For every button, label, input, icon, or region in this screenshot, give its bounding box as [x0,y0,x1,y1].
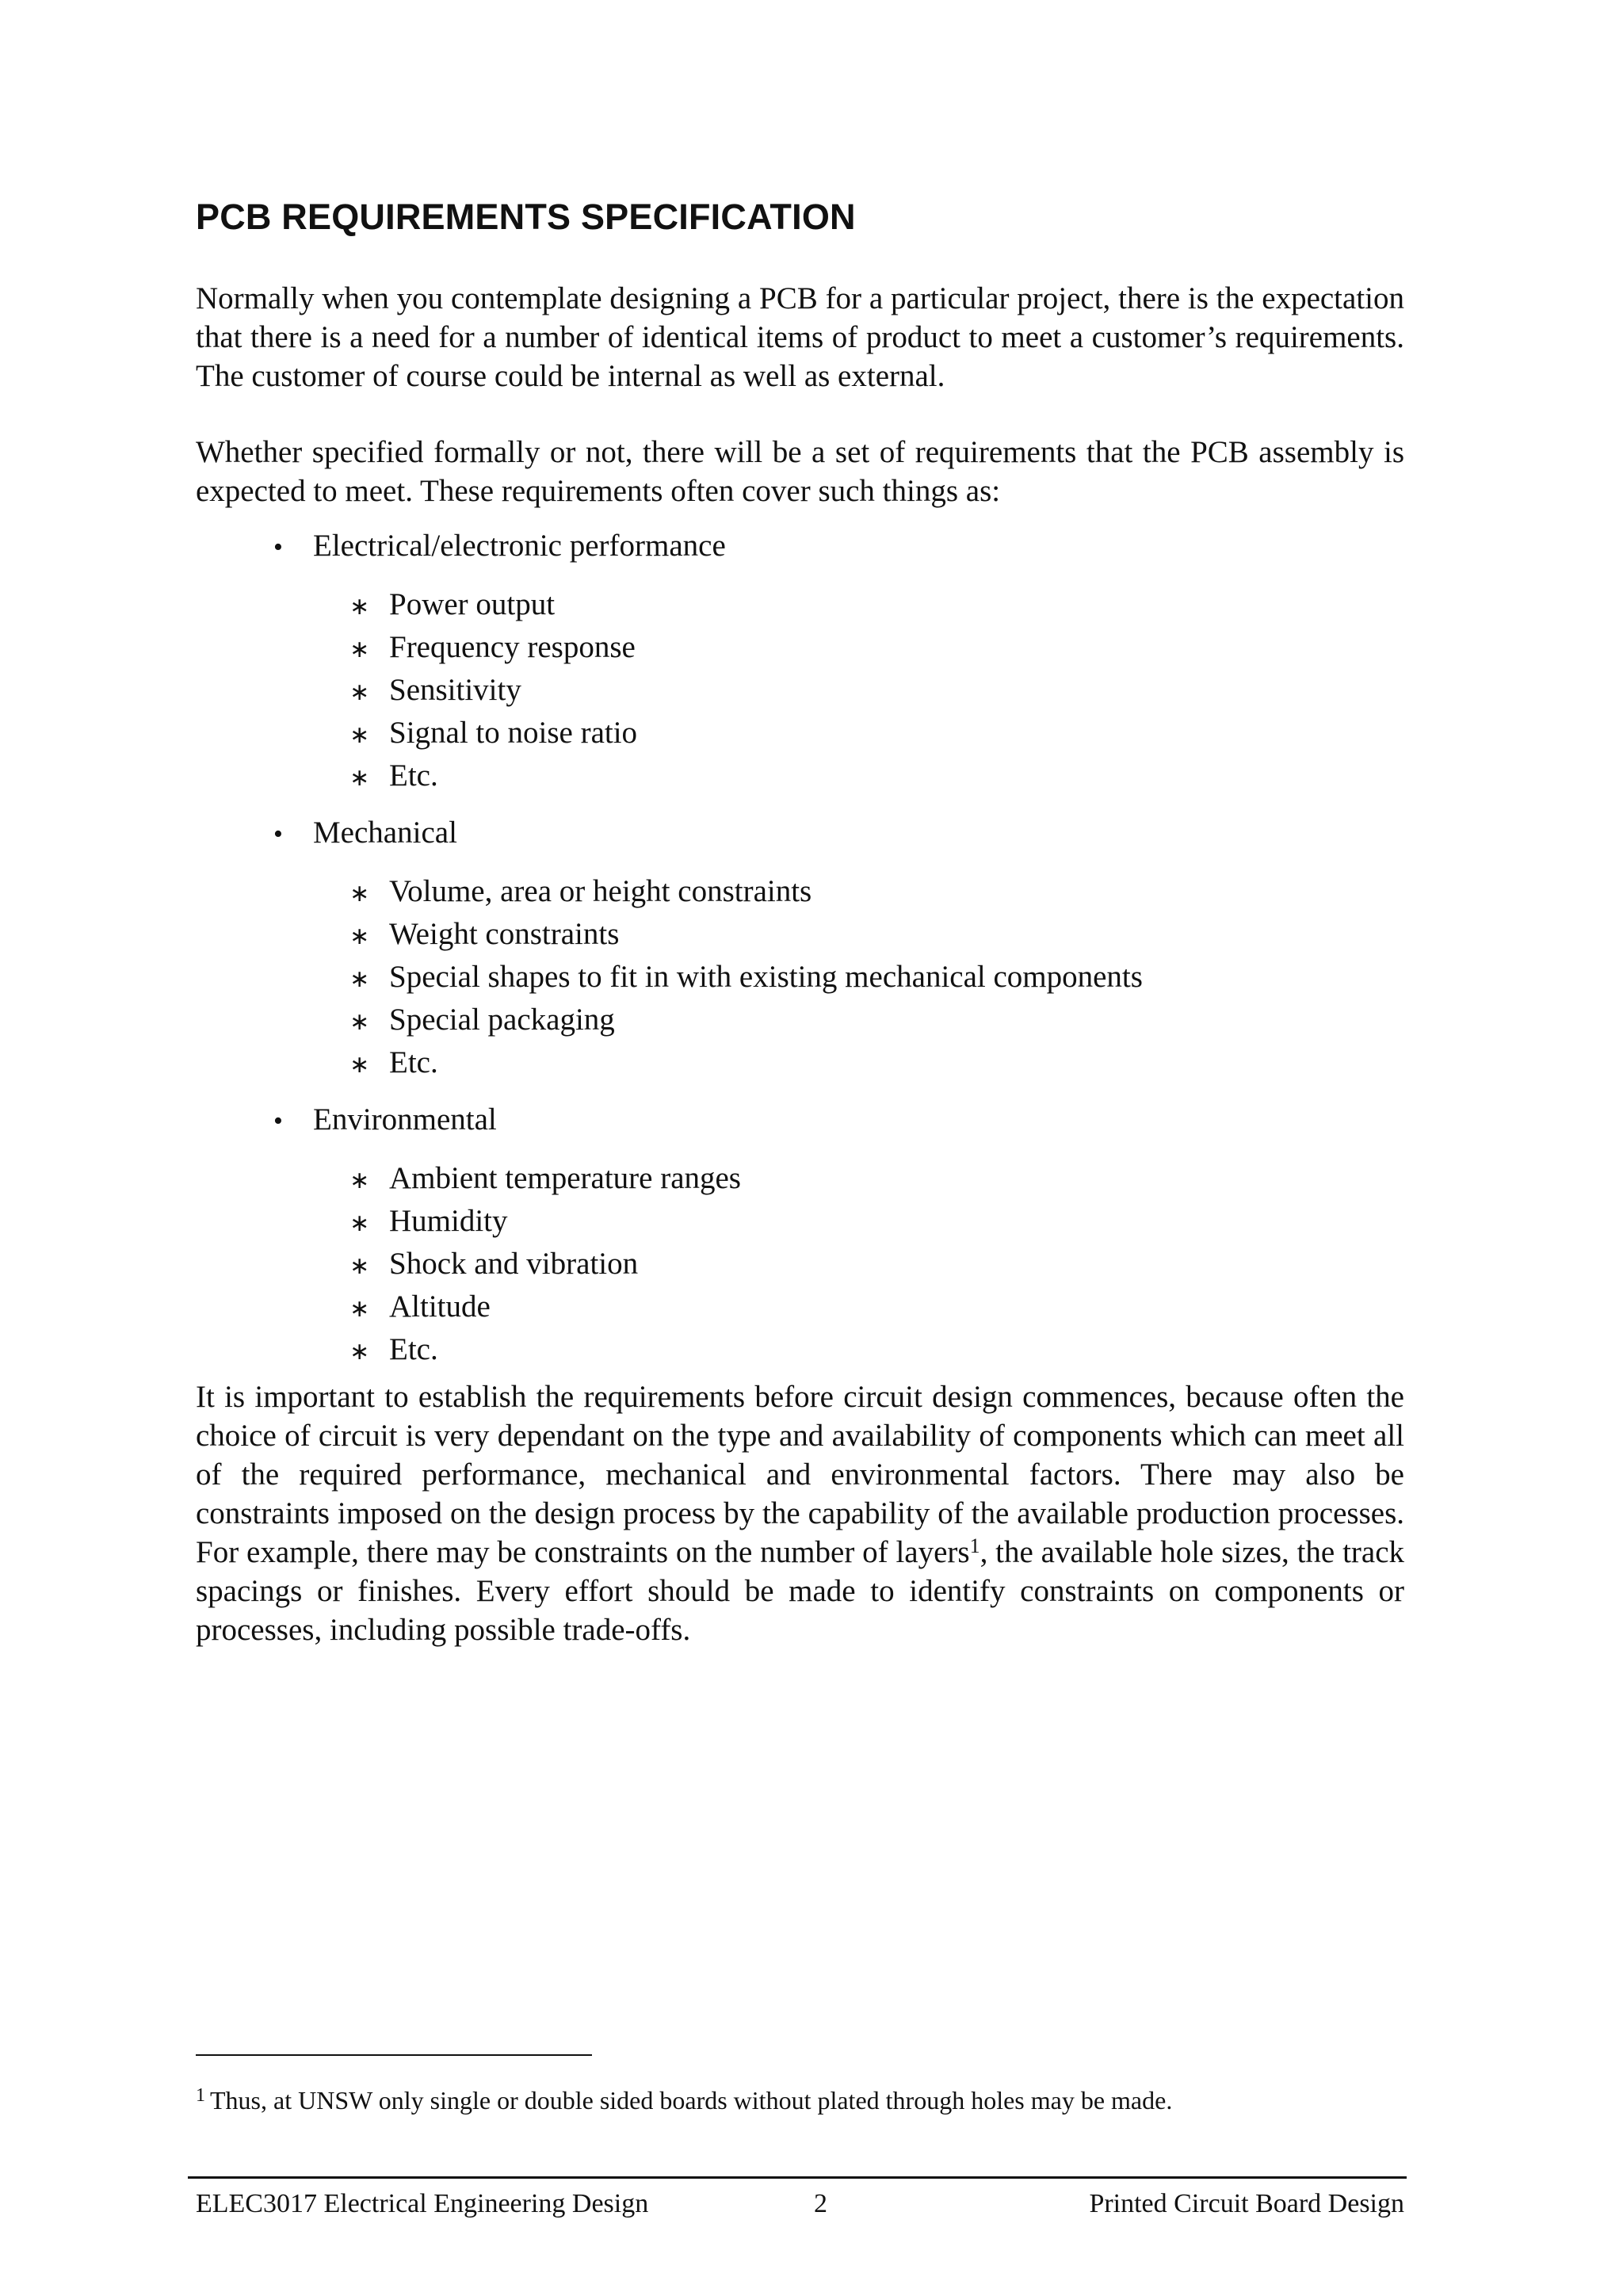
list-item [349,914,1383,957]
asterisk-icon: ∗ [349,965,370,993]
category-electrical [273,525,1383,798]
footnote-number: 1 [196,2085,205,2106]
category-mechanical [273,812,1383,1085]
asterisk-icon: ∗ [349,678,370,706]
list-item [349,871,1383,914]
list-item-text: Power output [389,587,556,621]
footnote-reference[interactable]: 1 [969,1534,980,1557]
asterisk-icon: ∗ [349,1338,370,1366]
asterisk-icon: ∗ [349,1051,370,1079]
footer-course: ELEC3017 Electrical Engineering Design [196,2189,649,2218]
constraints-text-before: It is important to establish the requirements before circuit design commences, because often the choice of circuit is very dependant on the type and availability of components which can meet all of the required performance, mechanical and environmental factors. There may also be constraints imposed on the design process by the capability of the available production processes. For example, there may be constraints on the number of layers [196,1380,1404,1569]
list-item [349,1329,1383,1372]
list-item-text: Weight constraints [389,917,620,951]
category-label: Environmental [313,1102,497,1137]
category-label: Mechanical [313,816,457,850]
asterisk-icon: ∗ [349,721,370,749]
asterisk-icon: ∗ [349,764,370,792]
asterisk-icon: ∗ [349,1295,370,1323]
asterisk-icon: ∗ [349,923,370,950]
asterisk-icon: ∗ [349,636,370,663]
bullet-icon: • [273,819,283,849]
sub-list [273,584,1383,798]
list-item [349,1244,1383,1286]
sub-list [273,1158,1383,1372]
footer-page-number: 2 [814,2189,827,2218]
list-item [349,957,1383,999]
list-item-text: Ambient temperature ranges [389,1161,741,1195]
list-item [349,627,1383,670]
list-item [349,755,1383,798]
intro-paragraph: Normally when you contemplate designing a PCB for a particular project, there is the expectation that there is a need for a number of identical items of product to meet a customer’s requirements. The customer of course could be internal as well as external. [196,281,1404,393]
asterisk-icon: ∗ [349,1209,370,1237]
footer-document-title: Printed Circuit Board Design [1089,2189,1404,2218]
asterisk-icon: ∗ [349,880,370,907]
list-item-text: Special packaging [389,1003,615,1037]
list-item-text: Altitude [389,1289,491,1324]
list-item-text: Sensitivity [389,673,521,707]
list-item [349,1042,1383,1085]
list-item-text: Etc. [389,1332,438,1366]
list-item [349,712,1383,755]
list-item [349,999,1383,1042]
list-item [349,1158,1383,1201]
asterisk-icon: ∗ [349,1252,370,1280]
list-item [349,584,1383,627]
list-item [349,1201,1383,1244]
footer-divider [188,2176,1407,2179]
list-item-text: Etc. [389,1045,438,1079]
list-item-text: Shock and vibration [389,1247,639,1281]
page-title: PCB REQUIREMENTS SPECIFICATION [196,197,856,237]
list-item-text: Frequency response [389,630,636,664]
list-item-text: Humidity [389,1204,508,1238]
requirements-list [273,525,1383,1386]
footnote-divider [196,2054,592,2056]
list-item-text: Volume, area or height constraints [389,874,812,908]
category-label: Electrical/electronic performance [313,529,726,563]
list-item-text: Signal to noise ratio [389,716,638,750]
bullet-icon: • [273,1106,283,1136]
footnote-text: Thus, at UNSW only single or double sided boards without plated through holes may be made. [210,2086,1173,2115]
list-item [349,670,1383,712]
constraints-paragraph [196,1377,1404,1649]
list-item-text: Special shapes to fit in with existing mechanical components [389,960,1143,994]
category-environmental [273,1099,1383,1372]
list-item [349,1286,1383,1329]
asterisk-icon: ∗ [349,593,370,621]
page-footer [196,2184,1404,2224]
list-item-text: Etc. [389,758,438,793]
bullet-icon: • [273,533,283,562]
constraints-text-after: , the available hole sizes, the track spacings or finishes. Every effort should be made to identify constraints on components or processes, including possible trade-offs. [196,1535,1405,1647]
footnote [196,2083,1172,2118]
asterisk-icon: ∗ [349,1167,370,1194]
sub-list [273,871,1383,1085]
asterisk-icon: ∗ [349,1008,370,1036]
requirements-paragraph: Whether specified formally or not, there will be a set of requirements that the PCB assembly is expected to meet. These requirements often cover such things as: [196,435,1404,508]
